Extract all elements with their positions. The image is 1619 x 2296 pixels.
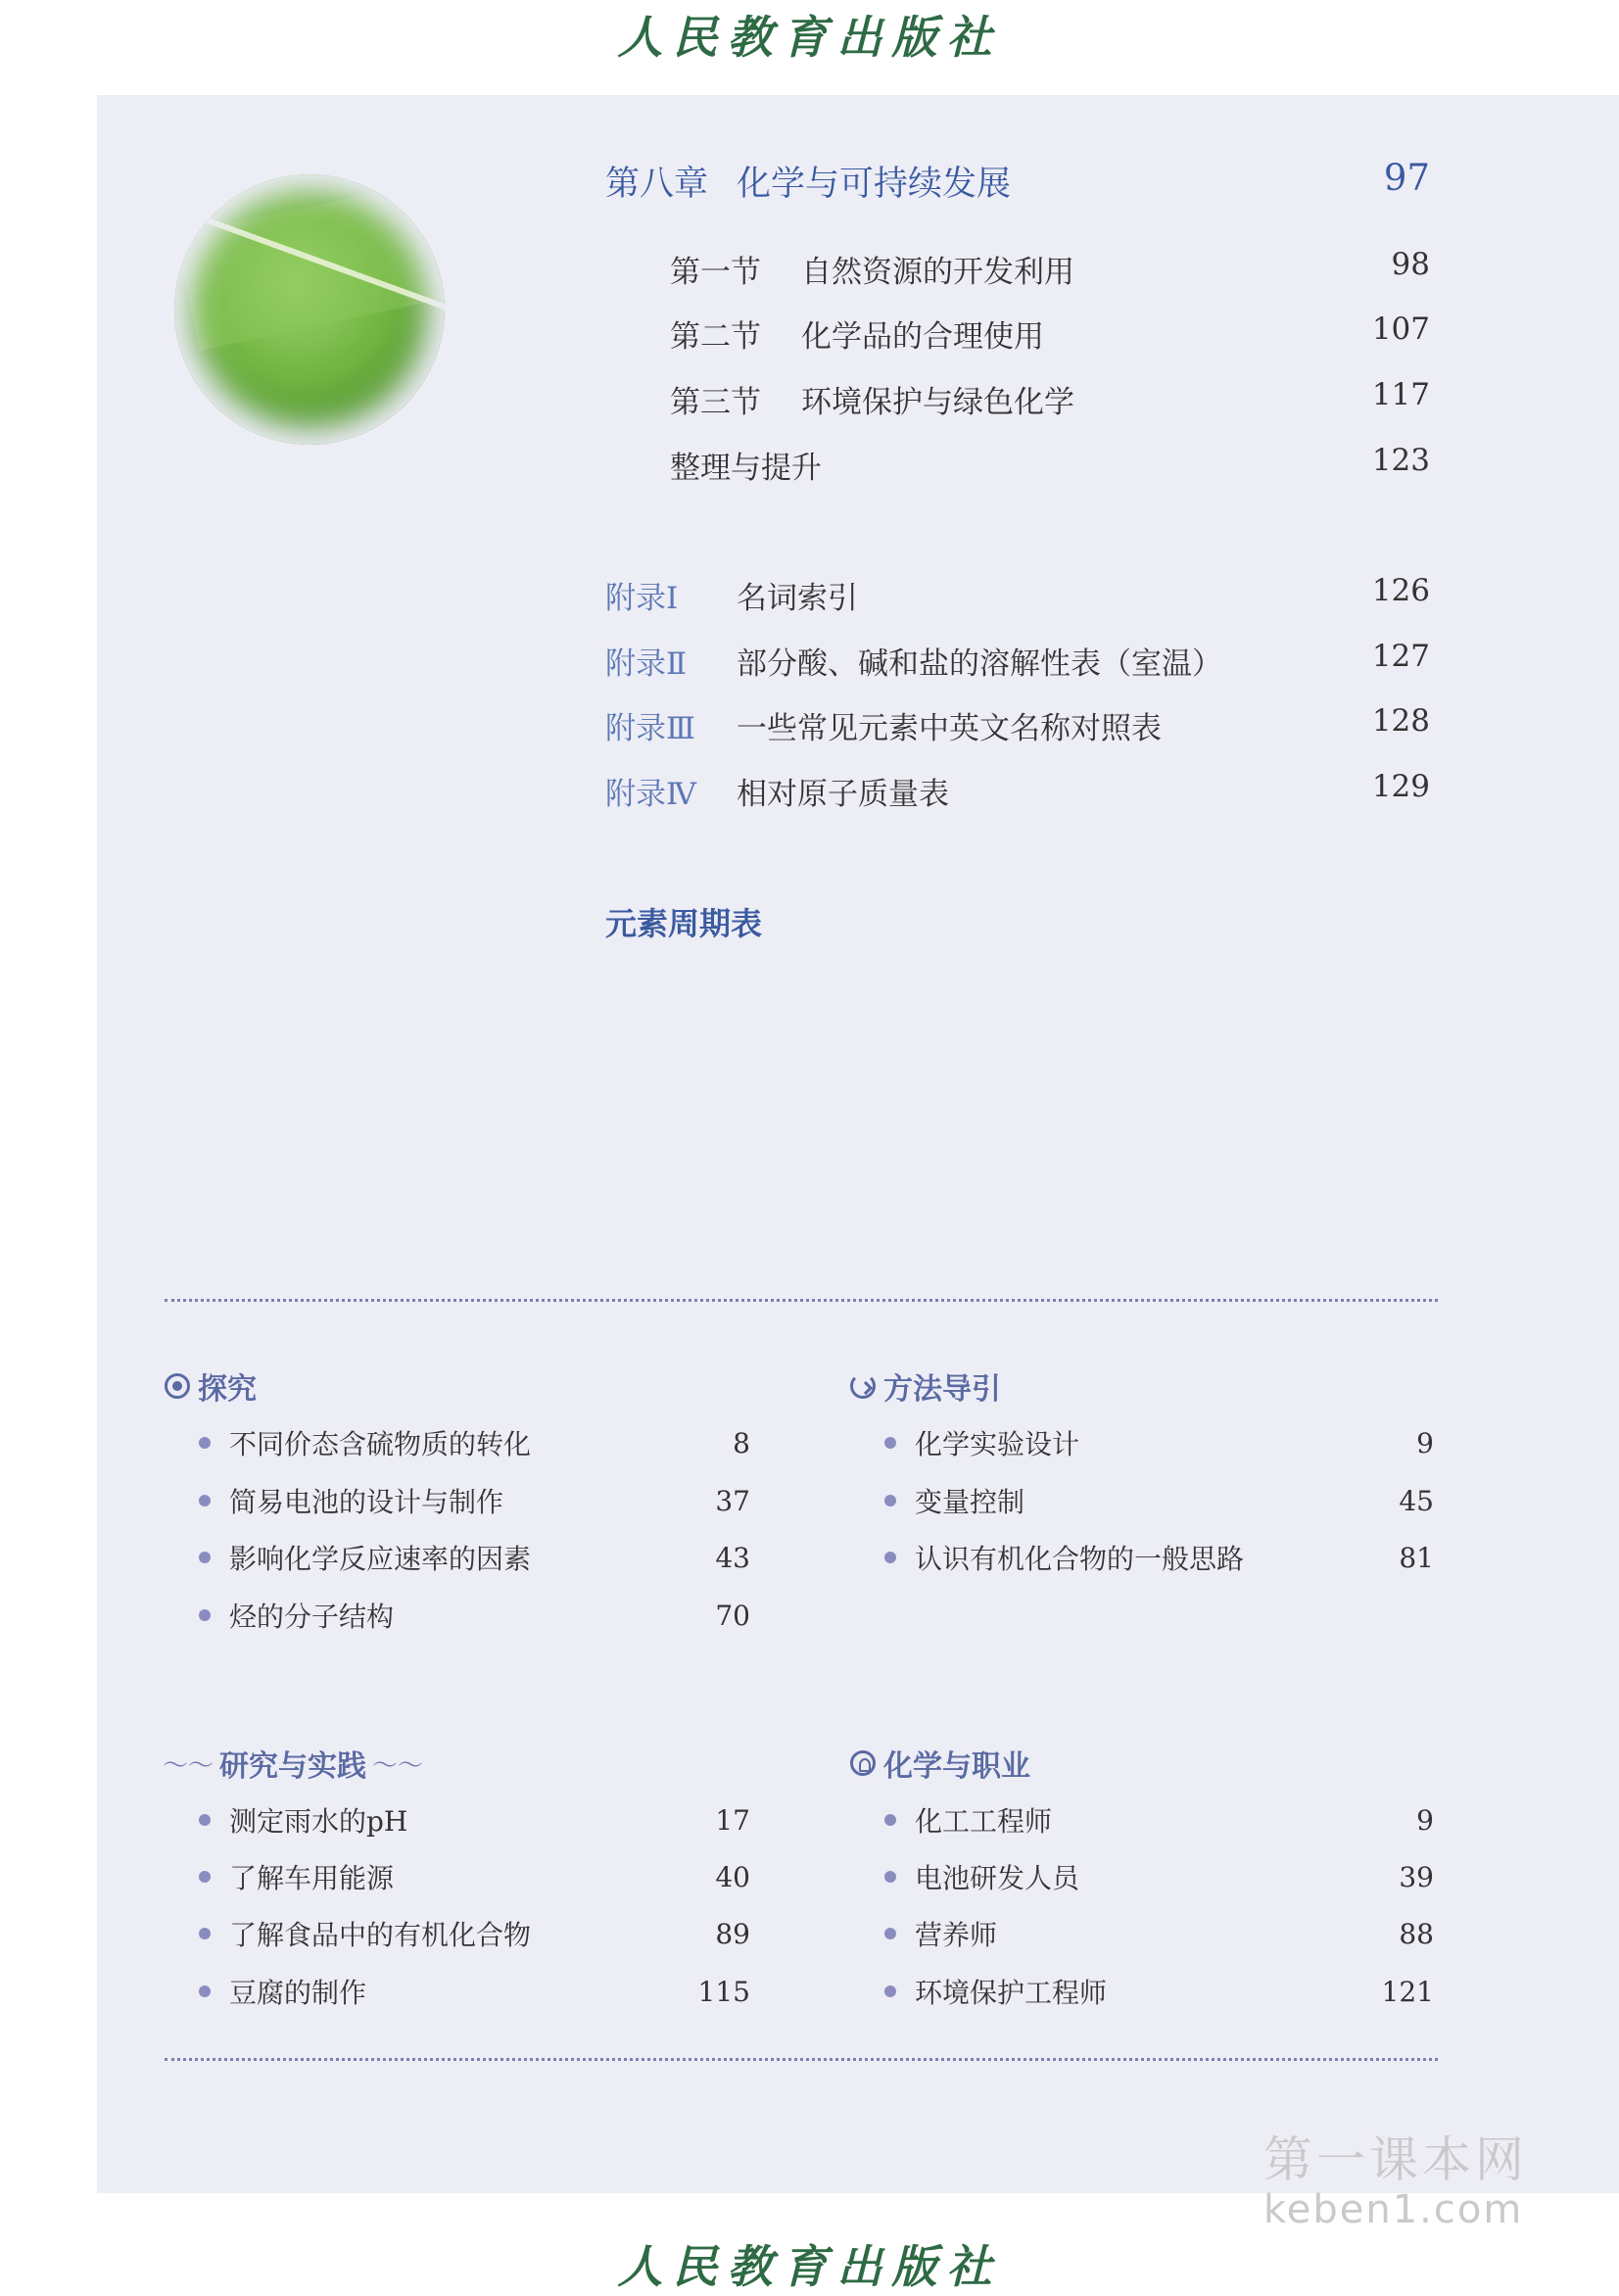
bullet-icon xyxy=(199,1814,211,1826)
list-item[interactable] xyxy=(199,1538,750,1577)
item-title: 烃的分子结构 xyxy=(229,1601,395,1633)
item-page: 9 xyxy=(1416,1803,1434,1837)
appendix-page: 127 xyxy=(1371,639,1430,674)
list-item[interactable] xyxy=(199,1596,750,1635)
toc-appendix[interactable] xyxy=(605,703,1430,747)
list-item[interactable] xyxy=(884,1972,1434,2011)
item-page: 89 xyxy=(715,1917,750,1950)
chapter-label: 第八章 xyxy=(605,165,709,204)
toc-appendix[interactable] xyxy=(605,639,1430,683)
appendix-title: 部分酸、碱和盐的溶解性表（室温） xyxy=(737,646,1222,682)
section-title: 自然资源的开发利用 xyxy=(801,255,1074,290)
bullet-icon xyxy=(884,1814,896,1826)
item-page: 70 xyxy=(715,1599,750,1632)
item-title: 不同价态含硫物质的转化 xyxy=(229,1428,532,1460)
periodic-table-entry[interactable]: 元素周期表 xyxy=(605,905,763,942)
dotted-divider xyxy=(165,1299,1438,1302)
appendix-label: 附录Ⅱ xyxy=(605,646,688,682)
item-title: 豆腐的制作 xyxy=(229,1977,367,2009)
list-item[interactable] xyxy=(884,1914,1434,1953)
bullet-icon xyxy=(199,1437,211,1449)
item-page: 39 xyxy=(1399,1860,1434,1893)
career-heading xyxy=(850,1742,1030,1785)
bullet-icon xyxy=(199,1928,211,1939)
section-title: 化学品的合理使用 xyxy=(801,319,1044,355)
bullet-icon xyxy=(884,1985,896,1997)
farmland-photo xyxy=(174,174,445,445)
section-label: 第一节 xyxy=(670,255,761,290)
appendix-label: 附录Ⅳ xyxy=(605,777,696,812)
wave-left-icon: 〜〜 xyxy=(163,1750,214,1781)
toc-chapter[interactable] xyxy=(605,157,1430,206)
item-title: 测定雨水的pH xyxy=(229,1805,408,1838)
dotted-divider xyxy=(165,2058,1438,2061)
list-item[interactable] xyxy=(884,1423,1434,1462)
list-item[interactable] xyxy=(199,1423,750,1462)
item-title: 简易电池的设计与制作 xyxy=(229,1486,504,1518)
list-item[interactable] xyxy=(884,1857,1434,1896)
wave-right-icon: 〜〜 xyxy=(372,1750,424,1781)
bullet-icon xyxy=(199,1985,211,1997)
explore-heading xyxy=(165,1364,257,1408)
item-page: 40 xyxy=(715,1860,750,1893)
appendix-label: 附录Ⅰ xyxy=(605,581,679,616)
item-page: 115 xyxy=(697,1975,750,2008)
item-page: 43 xyxy=(715,1541,750,1574)
item-page: 37 xyxy=(715,1484,750,1517)
appendix-title: 一些常见元素中英文名称对照表 xyxy=(737,711,1162,746)
publisher-logo-footer: 人民教育出版社 xyxy=(617,2240,1002,2293)
bullet-icon xyxy=(884,1871,896,1883)
list-item[interactable] xyxy=(884,1538,1434,1577)
publisher-logo-header: 人民教育出版社 xyxy=(617,11,1002,64)
bullet-icon xyxy=(199,1552,211,1563)
method-guide-icon xyxy=(850,1373,876,1399)
bullet-icon xyxy=(199,1495,211,1507)
research-title: 研究与实践 xyxy=(219,1749,367,1784)
site-watermark xyxy=(1263,2121,1528,2232)
section-page: 107 xyxy=(1371,311,1430,347)
list-item[interactable] xyxy=(199,1857,750,1896)
toc-section[interactable] xyxy=(670,311,1430,356)
appendix-title: 名词索引 xyxy=(737,581,858,616)
appendix-page: 128 xyxy=(1371,703,1430,739)
item-page: 81 xyxy=(1399,1541,1434,1574)
career-title: 化学与职业 xyxy=(883,1749,1030,1784)
bullet-icon xyxy=(199,1871,211,1883)
toc-section[interactable] xyxy=(670,377,1430,421)
explore-title: 探究 xyxy=(198,1372,257,1407)
toc-appendix[interactable] xyxy=(605,769,1430,813)
item-title: 营养师 xyxy=(915,1919,998,1951)
bullet-icon xyxy=(884,1437,896,1449)
appendix-page: 126 xyxy=(1371,573,1430,608)
appendix-label: 附录Ⅲ xyxy=(605,711,695,746)
list-item[interactable] xyxy=(199,1972,750,2011)
item-title: 了解食品中的有机化合物 xyxy=(229,1919,532,1951)
item-page: 88 xyxy=(1399,1917,1434,1950)
research-heading xyxy=(163,1742,423,1785)
bullet-icon xyxy=(199,1609,211,1621)
section-label: 第三节 xyxy=(670,385,761,420)
section-page: 98 xyxy=(1391,247,1430,282)
section-page: 123 xyxy=(1371,443,1430,478)
item-title: 电池研发人员 xyxy=(915,1862,1080,1894)
method-heading xyxy=(850,1364,1001,1408)
watermark-cn: 第一课本网 xyxy=(1263,2131,1528,2188)
item-title: 认识有机化合物的一般思路 xyxy=(915,1543,1245,1575)
chapter-page: 97 xyxy=(1383,157,1430,199)
toc-appendix[interactable] xyxy=(605,573,1430,617)
toc-section[interactable] xyxy=(670,443,1430,487)
item-page: 8 xyxy=(733,1426,750,1459)
list-item[interactable] xyxy=(884,1800,1434,1840)
target-icon xyxy=(165,1373,190,1399)
item-title: 影响化学反应速率的因素 xyxy=(229,1543,532,1575)
career-icon xyxy=(850,1750,876,1776)
list-item[interactable] xyxy=(199,1800,750,1840)
section-page: 117 xyxy=(1371,377,1430,412)
section-label: 第二节 xyxy=(670,319,761,355)
item-title: 了解车用能源 xyxy=(229,1862,395,1894)
watermark-en: keben1.com xyxy=(1263,2187,1524,2232)
list-item[interactable] xyxy=(199,1481,750,1520)
item-page: 121 xyxy=(1381,1975,1434,2008)
list-item[interactable] xyxy=(199,1914,750,1953)
appendix-title: 相对原子质量表 xyxy=(737,777,949,812)
item-title: 环境保护工程师 xyxy=(915,1977,1108,2009)
list-item[interactable] xyxy=(884,1481,1434,1520)
chapter-title: 化学与可持续发展 xyxy=(737,165,1012,204)
item-title: 化工工程师 xyxy=(915,1805,1053,1838)
bullet-icon xyxy=(884,1928,896,1939)
item-title: 化学实验设计 xyxy=(915,1428,1080,1460)
section-title: 整理与提升 xyxy=(670,451,822,486)
item-title: 变量控制 xyxy=(915,1486,1025,1518)
item-page: 9 xyxy=(1416,1426,1434,1459)
item-page: 45 xyxy=(1399,1484,1434,1517)
appendix-page: 129 xyxy=(1371,769,1430,804)
section-title: 环境保护与绿色化学 xyxy=(801,385,1074,420)
item-page: 17 xyxy=(715,1803,750,1837)
bullet-icon xyxy=(884,1552,896,1563)
method-title: 方法导引 xyxy=(883,1372,1001,1407)
toc-section[interactable] xyxy=(670,247,1430,291)
bullet-icon xyxy=(884,1495,896,1507)
